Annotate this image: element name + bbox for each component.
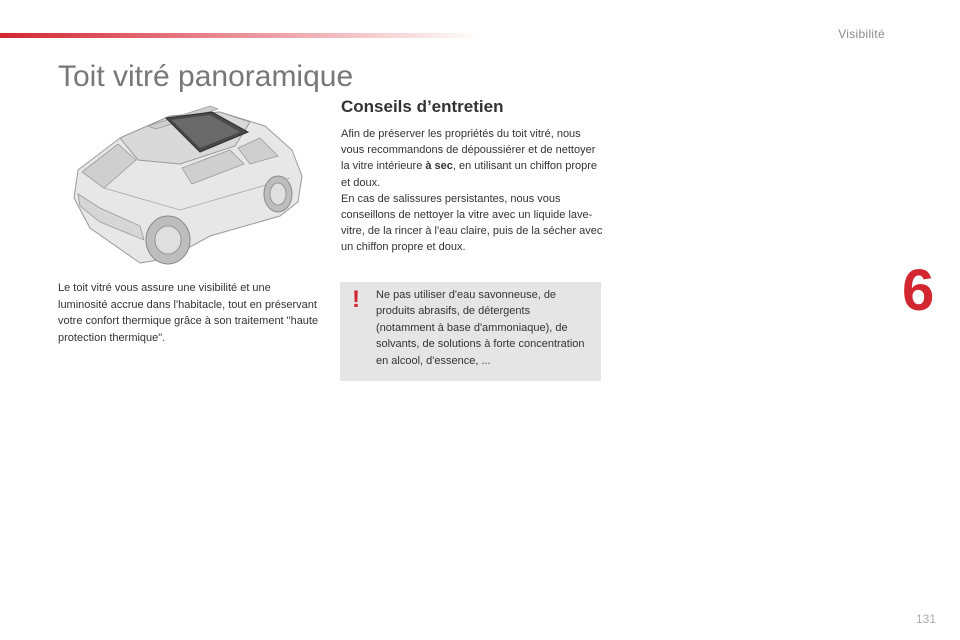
maintenance-p1-start: Afin de préserver les propriétés du toit vitré, nous vous recommandons de dépoussiérer et de nettoyer la vitre intérieure [341,128,596,173]
chapter-number: 6 [902,258,935,323]
maintenance-heading: Conseils d’entretien [341,97,504,116]
warning-box [340,282,601,381]
warning-exclamation-icon: ! [352,286,360,313]
page-number: 131 [915,612,936,626]
section-name: Visibilité [838,27,885,41]
maintenance-text [341,126,603,256]
car-panoramic-roof-illustration [60,98,315,273]
maintenance-p2: En cas de salissures persistantes, nous vous conseillons de nettoyer la vitre avec un liquide lave-vitre, de la rincer à l'eau claire, puis de la sécher avec un chiffon propre et doux. [341,192,603,254]
intro-paragraph: Le toit vitré vous assure une visibilité et une luminosité accrue dans l'habitacle, tout en préservant votre confort thermique grâce à son traitement "haute protection thermique". [58,282,319,344]
page-title: Toit vitré panoramique [58,60,354,93]
warning-text: Ne pas utiliser d'eau savonneuse, de produits abrasifs, de détergents (notamment à base d'ammoniaque), de solvants, de solutions à forte concentration en alcool, d'essence, ... [376,289,585,367]
maintenance-p1-end: , en utilisant un chiffon propre et doux. [341,160,598,189]
maintenance-p1-emphasis: à sec [425,160,453,173]
header-accent-bar [0,33,480,38]
